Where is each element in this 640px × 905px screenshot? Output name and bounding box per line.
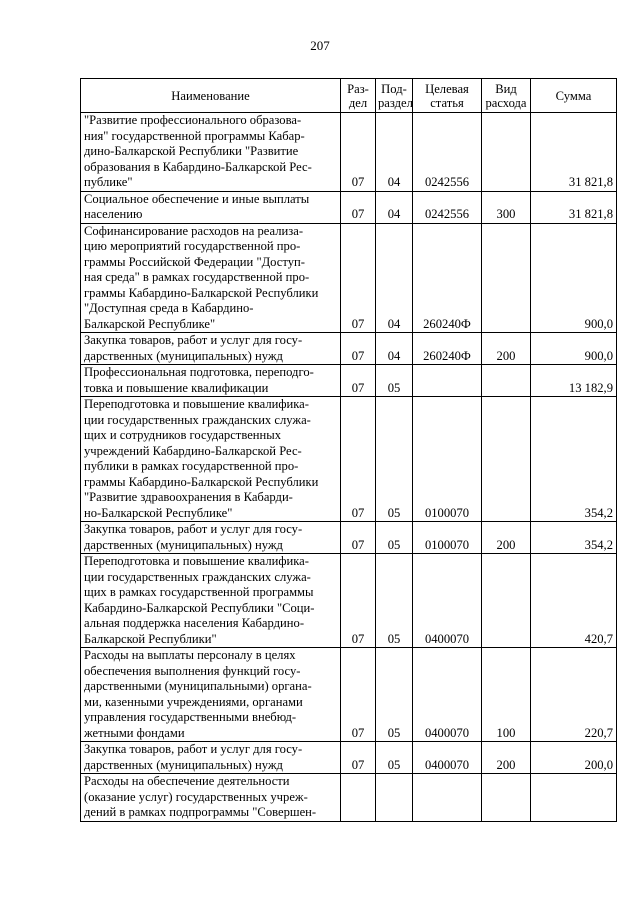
header-vid: Вид расхода — [482, 79, 531, 113]
cell-name: Профессиональная подготовка, переподго- товка и повышение квалификации — [81, 365, 341, 397]
cell-target: 0400070 — [413, 554, 482, 648]
cell-vid: 200 — [482, 522, 531, 554]
cell-sum: 13 182,9 — [531, 365, 617, 397]
cell-vid: 200 — [482, 742, 531, 774]
cell-sum: 31 821,8 — [531, 113, 617, 192]
cell-vid: 100 — [482, 648, 531, 742]
cell-target — [413, 365, 482, 397]
cell-target: 0400070 — [413, 648, 482, 742]
cell-razdel: 07 — [341, 522, 376, 554]
cell-podrazdel: 05 — [376, 742, 413, 774]
cell-razdel: 07 — [341, 742, 376, 774]
header-razdel: Раз- дел — [341, 79, 376, 113]
cell-sum: 420,7 — [531, 554, 617, 648]
table-row — [81, 648, 617, 742]
cell-podrazdel: 05 — [376, 522, 413, 554]
cell-razdel: 07 — [341, 191, 376, 223]
cell-razdel: 07 — [341, 397, 376, 522]
page-number: 207 — [310, 38, 330, 53]
cell-podrazdel: 05 — [376, 648, 413, 742]
table-row — [81, 223, 617, 333]
header-target: Целевая статья — [413, 79, 482, 113]
cell-target: 0242556 — [413, 113, 482, 192]
table-row — [81, 522, 617, 554]
cell-name: Закупка товаров, работ и услуг для госу- дарственных (муниципальных) нужд — [81, 522, 341, 554]
cell-target: 0242556 — [413, 191, 482, 223]
cell-podrazdel: 04 — [376, 223, 413, 333]
cell-razdel: 07 — [341, 365, 376, 397]
cell-podrazdel — [376, 774, 413, 822]
cell-target: 0100070 — [413, 522, 482, 554]
cell-sum: 31 821,8 — [531, 191, 617, 223]
header-name: Наименование — [81, 79, 341, 113]
cell-target — [413, 774, 482, 822]
cell-vid — [482, 554, 531, 648]
cell-razdel: 07 — [341, 554, 376, 648]
cell-name: Переподготовка и повышение квалифика- ции государственных гражданских служа- щих и сотрудников государственных учреждений Кабардино-Балкарской Рес- публики в рамках государственной про- граммы Кабардино-Балкарской Республики "Развитие здравоохранения в Кабарди- но-Балкарской Республике" — [81, 397, 341, 522]
table-row — [81, 113, 617, 192]
cell-sum: 200,0 — [531, 742, 617, 774]
cell-sum: 900,0 — [531, 333, 617, 365]
cell-podrazdel: 04 — [376, 333, 413, 365]
table-row — [81, 554, 617, 648]
cell-sum: 354,2 — [531, 397, 617, 522]
cell-sum: 900,0 — [531, 223, 617, 333]
cell-name: "Развитие профессионального образова- ния" государственной программы Кабар- дино-Балкарской Республики "Развитие образования в Кабардино-Балкарской Рес- публике" — [81, 113, 341, 192]
cell-vid — [482, 397, 531, 522]
header-sum: Сумма — [531, 79, 617, 113]
cell-vid: 200 — [482, 333, 531, 365]
table-header-row — [81, 79, 617, 113]
cell-razdel: 07 — [341, 113, 376, 192]
cell-sum: 354,2 — [531, 522, 617, 554]
cell-name: Софинансирование расходов на реализа- цию мероприятий государственной про- граммы Российской Федерации "Доступ- ная среда" в рамках государственной про- граммы Кабардино-Балкарской Республики "Доступная среда в Кабардино- Балкарской Республике" — [81, 223, 341, 333]
cell-name: Расходы на выплаты персоналу в целях обеспечения выполнения функций госу- дарственными (муниципальными) органа- ми, казенными учреждениями, органами управления государственными внебюд- жетными фондами — [81, 648, 341, 742]
table-row — [81, 365, 617, 397]
cell-razdel — [341, 774, 376, 822]
budget-table — [80, 78, 617, 822]
cell-sum — [531, 774, 617, 822]
cell-razdel: 07 — [341, 333, 376, 365]
cell-podrazdel: 04 — [376, 191, 413, 223]
cell-vid: 300 — [482, 191, 531, 223]
table-row — [81, 191, 617, 223]
cell-target: 260240Ф — [413, 333, 482, 365]
cell-podrazdel: 05 — [376, 554, 413, 648]
cell-vid — [482, 113, 531, 192]
header-podrazdel: Под- раздел — [376, 79, 413, 113]
table-row — [81, 774, 617, 822]
cell-target: 260240Ф — [413, 223, 482, 333]
cell-vid — [482, 365, 531, 397]
cell-name: Закупка товаров, работ и услуг для госу- дарственных (муниципальных) нужд — [81, 742, 341, 774]
table-row — [81, 397, 617, 522]
cell-name: Расходы на обеспечение деятельности (оказание услуг) государственных учреж- дений в рамках подпрограммы "Совершен- — [81, 774, 341, 822]
cell-target: 0100070 — [413, 397, 482, 522]
cell-vid — [482, 774, 531, 822]
cell-name: Переподготовка и повышение квалифика- ции государственных гражданских служа- щих в рамках государственной программы Кабардино-Балкарской Республики "Соци- альная поддержка населения Кабардино- Балкарской Республики" — [81, 554, 341, 648]
cell-podrazdel: 05 — [376, 397, 413, 522]
cell-sum: 220,7 — [531, 648, 617, 742]
cell-razdel: 07 — [341, 223, 376, 333]
cell-vid — [482, 223, 531, 333]
table-row — [81, 742, 617, 774]
cell-podrazdel: 04 — [376, 113, 413, 192]
table-row — [81, 333, 617, 365]
cell-name: Закупка товаров, работ и услуг для госу- дарственных (муниципальных) нужд — [81, 333, 341, 365]
cell-razdel: 07 — [341, 648, 376, 742]
cell-target: 0400070 — [413, 742, 482, 774]
cell-name: Социальное обеспечение и иные выплаты населению — [81, 191, 341, 223]
cell-podrazdel: 05 — [376, 365, 413, 397]
